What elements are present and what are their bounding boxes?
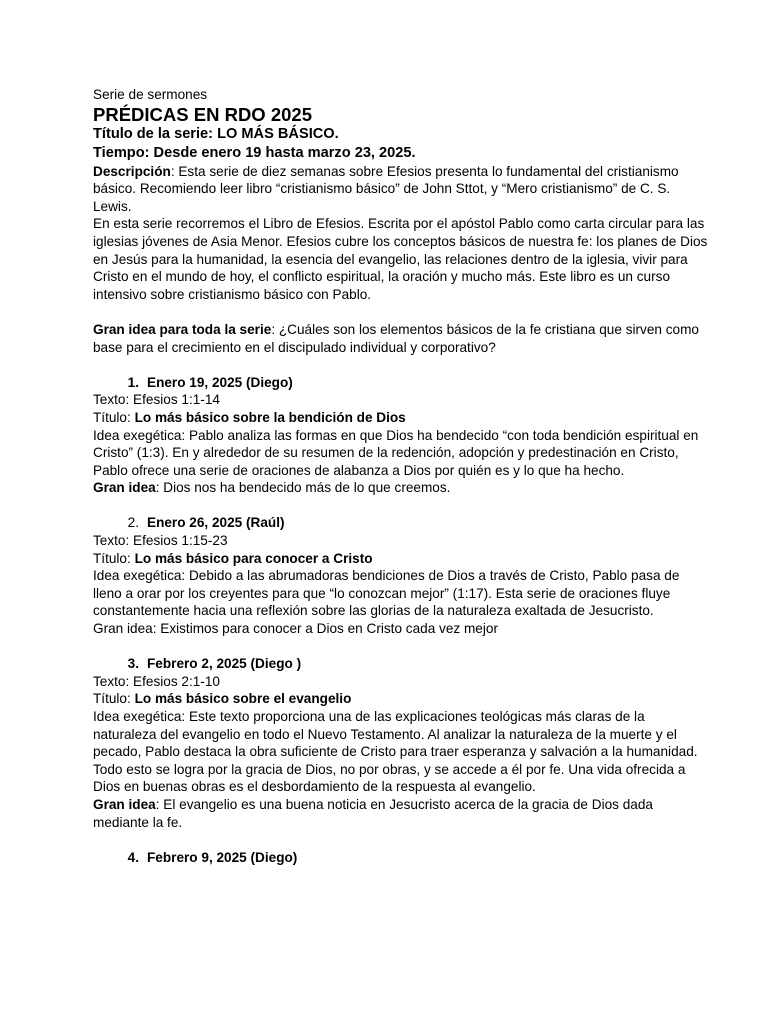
sermon-big-idea: Gran idea: Existimos para conocer a Dios en Cristo cada vez mejor (93, 621, 498, 637)
sermon-title-label: Título: (93, 691, 135, 707)
sermon-title-label: Título: (93, 550, 135, 566)
description-label: Descripción (93, 163, 171, 179)
sermon-heading (93, 655, 708, 673)
sermon-heading (93, 849, 708, 867)
sermon-title (93, 690, 708, 708)
series-title: Título de la serie: LO MÁS BÁSICO. (93, 125, 339, 142)
sermon-number: 1. (127, 374, 139, 390)
sermon-title (93, 409, 708, 427)
sermon-date: Febrero 2, 2025 (Diego ) (147, 656, 302, 672)
sermon-big-idea-text: : El evangelio es una buena noticia en Jesucristo acerca de la gracia de Dios dada mediante la fe. (93, 796, 653, 830)
series-big-idea-text: : ¿Cuáles son los elementos básicos de la fe cristiana que sirven como base para el crecimiento en el discipulado individual y corporativo? (93, 321, 699, 355)
sermon-title-value: Lo más básico sobre el evangelio (134, 691, 352, 707)
sermon-heading (93, 374, 708, 392)
sermon-big-idea-text: : Dios nos ha bendecido más de lo que creemos. (155, 480, 451, 496)
sermon-big-idea (93, 479, 708, 497)
sermon-title-value: Lo más básico para conocer a Cristo (134, 550, 373, 566)
sermon-exegetic-idea: Idea exegética: Este texto proporciona una de las explicaciones teológicas más claras de la naturaleza del evangelio en todo el Nuevo Testamento. Al analizar la naturaleza de la muerte y el pecado, Pablo destaca la obra suficiente de Cristo para traer esperanza y salvación a la humanidad. Todo esto se logra por la gracia de Dios, no por obras, y se accede a él por fe. Una vida ofrecida a Dios en buenas obras es el desbordamiento de la respuesta al evangelio. (93, 709, 698, 795)
series-big-idea (93, 321, 708, 356)
sermon-text: Texto: Efesios 1:1-14 (93, 392, 220, 408)
sermon-number: 2. (127, 515, 139, 531)
sermon-big-idea-label: Gran idea (93, 480, 156, 496)
sermon-title (93, 550, 708, 568)
sermon-date: Enero 19, 2025 (Diego) (147, 374, 293, 390)
sermon-text: Texto: Efesios 1:15-23 (93, 533, 228, 549)
sermon-big-idea-label: Gran idea (93, 796, 156, 812)
description-text: : Esta serie de diez semanas sobre Efesios presenta lo fundamental del cristianismo básico. Recomiendo leer libro “cristianismo básico” de John Sttot, y “Mero cristianismo” de C. S. Lewis. (93, 163, 679, 214)
sermon-big-idea (93, 796, 708, 831)
series-label: Serie de sermones (93, 87, 208, 102)
sermon-number: 4. (127, 849, 139, 865)
sermon-number: 3. (127, 656, 139, 672)
sermon-title-label: Título: (93, 409, 135, 425)
sermon-heading (93, 514, 708, 532)
description (93, 163, 708, 216)
series-big-idea-label: Gran idea para toda la serie (93, 321, 272, 337)
sermon-exegetic-idea: Idea exegética: Debido a las abrumadoras bendiciones de Dios a través de Cristo, Pablo pasa de lleno a orar por los creyentes para que “lo conozcan mejor” (1:17). Esta serie de oraciones fluye constantemente hacia una reflexión sobre las glorias de la naturaleza exaltada de Jesucristo. (93, 568, 680, 619)
intro-paragraph: En esta serie recorremos el Libro de Efesios. Escrita por el apóstol Pablo como carta circular para las iglesias jóvenes de Asia Menor. Efesios cubre los conceptos básicos de nuestra fe: los planes de Dios en Jesús para la humanidad, la esencia del evangelio, las relaciones dentro de la iglesia, vivir para Cristo en el mundo de hoy, el conflicto espiritual, la oración y mucho más. Este libro es un curso intensivo sobre cristianismo básico con Pablo. (93, 216, 708, 302)
series-time: Tiempo: Desde enero 19 hasta marzo 23, 2025. (93, 144, 416, 161)
sermon-date: Enero 26, 2025 (Raúl) (147, 515, 285, 531)
sermon-title-value: Lo más básico sobre la bendición de Dios (134, 409, 406, 425)
sermon-exegetic-idea: Idea exegética: Pablo analiza las formas en que Dios ha bendecido “con toda bendición espiritual en Cristo” (1:3). En y alrededor de su resumen de la redención, adopción y predestinación en Cristo, Pablo ofrece una serie de oraciones de alabanza a Dios por quién es y lo que ha hecho. (93, 427, 699, 478)
sermon-text: Texto: Efesios 2:1-10 (93, 673, 220, 689)
sermon-date: Febrero 9, 2025 (Diego) (147, 849, 298, 865)
page-title: PRÉDICAS EN RDO 2025 (93, 103, 312, 125)
